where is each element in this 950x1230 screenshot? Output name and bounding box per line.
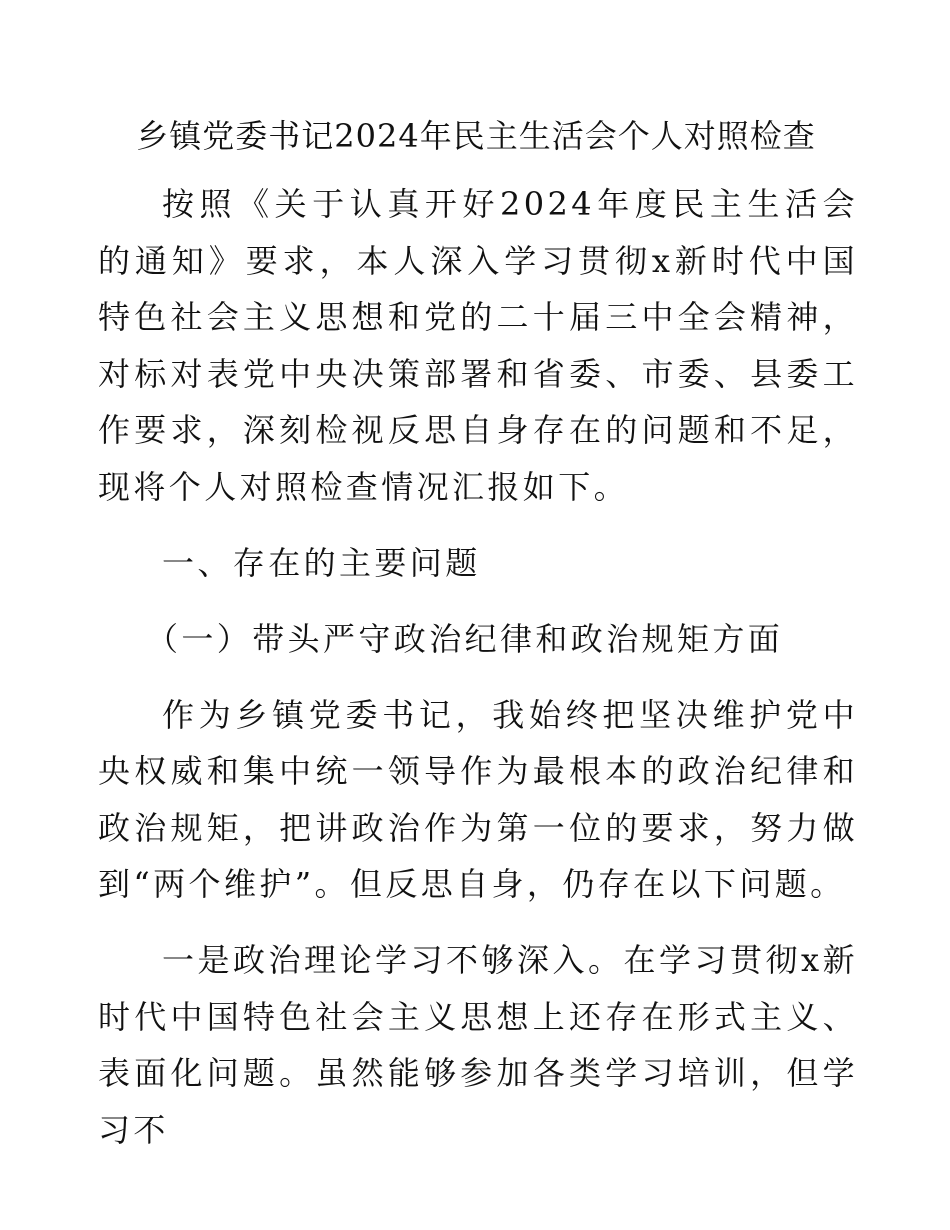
document-title: 乡镇党委书记2024年民主生活会个人对照检查 <box>136 117 816 155</box>
document-body <box>98 176 858 1158</box>
theory-study-paragraph: 一是政治理论学习不够深入。在学习贯彻x新时代中国特色社会主义思想上还存在形式主义、表面化问题。虽然能够参加各类学习培训，但学习不 <box>98 941 858 1149</box>
section-heading-problems: 一、存在的主要问题 <box>162 543 481 582</box>
political-discipline-paragraph: 作为乡镇党委书记，我始终把坚决维护党中央权威和集中统一领导作为最根本的政治纪律和政治规矩，把讲政治作为第一位的要求，努力做到“两个维护”。但反思自身，仍存在以下问题。 <box>98 695 858 903</box>
intro-paragraph: 按照《关于认真开好2024年度民主生活会的通知》要求，本人深入学习贯彻x新时代中国特色社会主义思想和党的二十届三中全会精神，对标对表党中央决策部署和省委、市委、县委工作要求，深刻检视反思自身存在的问题和不足，现将个人对照检查情况汇报如下。 <box>98 185 858 506</box>
subsection-heading-political-discipline: （一）带头严守政治纪律和政治规矩方面 <box>146 619 784 658</box>
